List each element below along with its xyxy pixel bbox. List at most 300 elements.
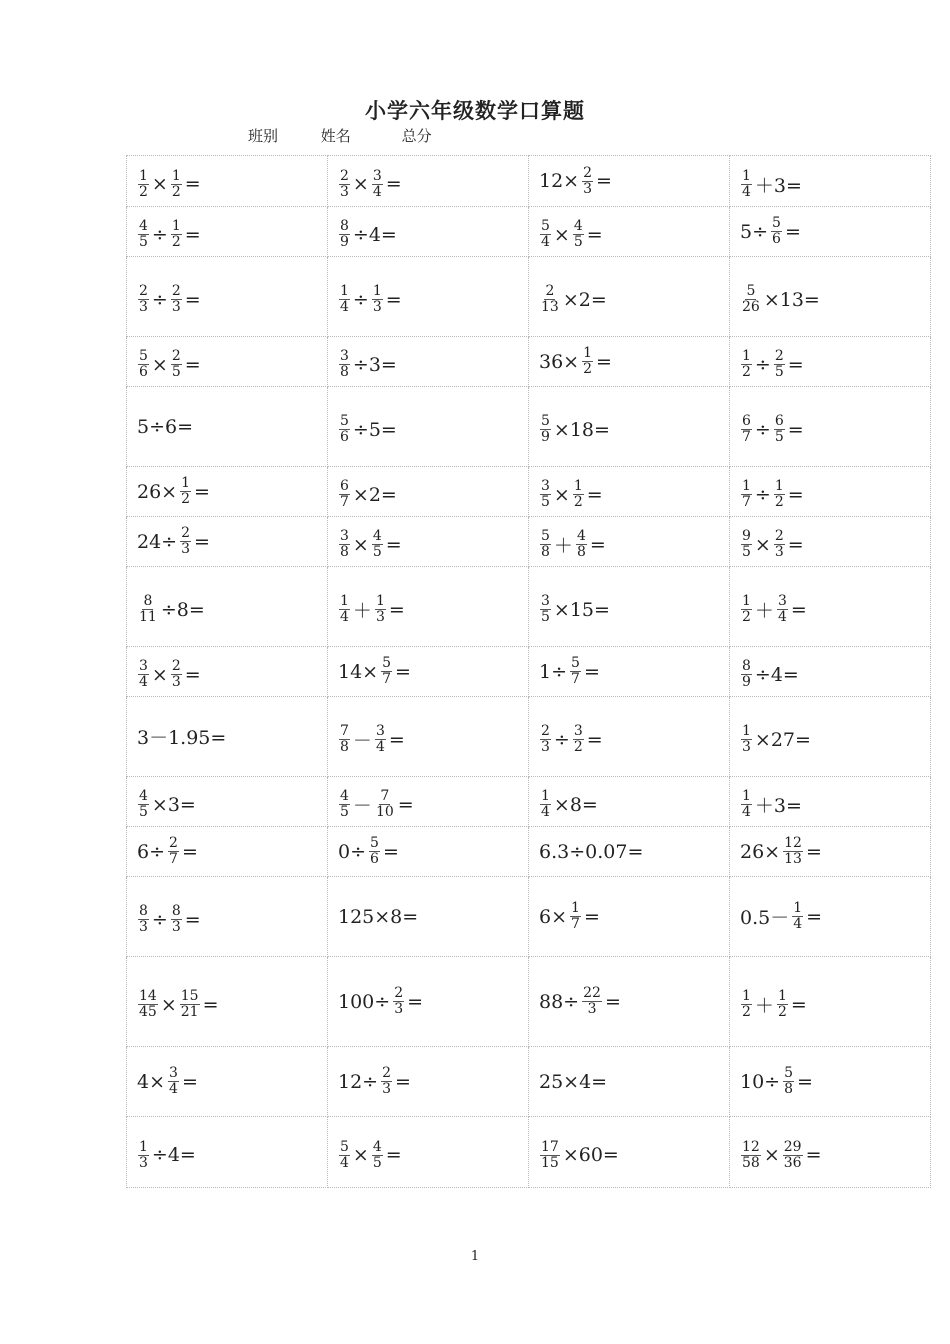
fraction bbox=[171, 169, 182, 200]
numerator: 8 bbox=[742, 658, 751, 674]
denominator: 3 bbox=[181, 541, 191, 557]
operator-text: ＋ bbox=[553, 535, 573, 557]
denominator: 58 bbox=[742, 1154, 760, 1171]
denominator: 5 bbox=[139, 804, 148, 820]
denominator: 4 bbox=[340, 299, 349, 315]
denominator: 7 bbox=[340, 494, 349, 510]
operator-text: = bbox=[787, 483, 804, 506]
denominator: 5 bbox=[541, 609, 550, 625]
operator-text: = bbox=[184, 908, 201, 931]
numerator: 9 bbox=[742, 528, 751, 544]
numerator: 3 bbox=[777, 593, 787, 609]
numerator: 2 bbox=[774, 528, 784, 544]
score-label: 总分 bbox=[401, 127, 432, 145]
fraction bbox=[741, 1140, 761, 1171]
numerator: 1 bbox=[774, 478, 784, 494]
fraction bbox=[540, 219, 551, 250]
operator-text: = bbox=[382, 840, 399, 863]
problem-cell bbox=[127, 827, 328, 877]
operator-text: = bbox=[194, 480, 210, 503]
operator-text: ÷4= bbox=[754, 663, 799, 686]
operator-text: ÷4= bbox=[352, 223, 397, 246]
problem-cell bbox=[529, 877, 730, 957]
fraction bbox=[138, 659, 149, 690]
fraction bbox=[540, 789, 551, 820]
operator-text: 6÷ bbox=[137, 840, 166, 863]
denominator: 5 bbox=[171, 364, 181, 380]
problem-cell bbox=[529, 567, 730, 647]
numerator: 15 bbox=[180, 988, 199, 1004]
denominator: 6 bbox=[340, 429, 349, 445]
denominator: 7 bbox=[169, 851, 178, 867]
problem-cell bbox=[328, 697, 529, 777]
problem-expression bbox=[337, 219, 398, 250]
numerator: 6 bbox=[340, 478, 349, 494]
problem-cell bbox=[730, 647, 931, 697]
fraction bbox=[774, 349, 785, 380]
fraction bbox=[582, 346, 593, 377]
problem-expression bbox=[739, 349, 805, 380]
numerator: 1 bbox=[742, 167, 751, 184]
operator-text: × bbox=[151, 353, 168, 376]
denominator: 2 bbox=[583, 361, 593, 377]
operator-text: = bbox=[184, 223, 201, 246]
denominator: 5 bbox=[372, 1154, 382, 1171]
operator-text: ÷ bbox=[352, 288, 369, 311]
fraction bbox=[138, 349, 149, 380]
fraction bbox=[171, 659, 182, 690]
fraction bbox=[168, 836, 179, 867]
denominator: 4 bbox=[340, 609, 349, 625]
fraction bbox=[372, 169, 383, 200]
denominator: 2 bbox=[742, 609, 751, 625]
fraction bbox=[792, 901, 803, 932]
denominator: 8 bbox=[541, 544, 550, 560]
operator-text: ＋3= bbox=[754, 795, 802, 817]
numerator: 3 bbox=[375, 723, 385, 739]
problem-cell bbox=[730, 697, 931, 777]
denominator: 13 bbox=[541, 299, 559, 315]
numerator: 2 bbox=[545, 283, 555, 299]
operator-text: － bbox=[352, 795, 372, 817]
denominator: 3 bbox=[774, 544, 784, 560]
numerator: 4 bbox=[573, 218, 583, 234]
numerator: 5 bbox=[541, 218, 550, 234]
numerator: 1 bbox=[139, 1138, 148, 1155]
problem-cell bbox=[730, 957, 931, 1047]
denominator: 3 bbox=[382, 1081, 392, 1097]
operator-text: ×3= bbox=[151, 793, 196, 816]
denominator: 5 bbox=[139, 234, 148, 250]
operator-text: 1÷ bbox=[539, 660, 568, 683]
problem-expression bbox=[337, 789, 415, 820]
operator-text: 88÷ bbox=[539, 990, 580, 1013]
fraction bbox=[339, 169, 350, 200]
problem-expression bbox=[538, 594, 611, 625]
numerator: 3 bbox=[340, 348, 349, 364]
problem-expression bbox=[739, 594, 808, 625]
fraction bbox=[375, 789, 395, 820]
operator-text: × bbox=[763, 1144, 780, 1166]
operator-text: = bbox=[806, 905, 823, 928]
numerator: 1 bbox=[742, 348, 751, 364]
denominator: 5 bbox=[340, 804, 349, 820]
problem-expression bbox=[739, 836, 823, 867]
problem-cell bbox=[328, 207, 529, 257]
problem-expression bbox=[136, 836, 199, 867]
numerator: 2 bbox=[382, 1065, 392, 1081]
problem-expression bbox=[136, 416, 194, 438]
operator-text: = bbox=[589, 533, 606, 556]
operator-text: 6× bbox=[539, 905, 568, 928]
numerator: 3 bbox=[139, 658, 148, 674]
problem-expression bbox=[136, 1140, 197, 1171]
fraction bbox=[339, 219, 350, 250]
denominator: 6 bbox=[370, 851, 379, 867]
numerator: 5 bbox=[772, 215, 781, 231]
fraction bbox=[783, 1140, 803, 1171]
operator-text: × bbox=[553, 223, 570, 246]
denominator: 4 bbox=[742, 804, 751, 820]
problem-expression bbox=[337, 479, 398, 510]
denominator: 3 bbox=[375, 609, 385, 625]
operator-text: 24÷ bbox=[137, 530, 178, 553]
operator-text: ×15= bbox=[553, 598, 610, 621]
numerator: 4 bbox=[576, 528, 586, 544]
fraction bbox=[372, 284, 383, 315]
operator-text: × bbox=[352, 533, 369, 556]
fraction bbox=[783, 836, 803, 867]
table-row bbox=[127, 337, 931, 387]
denominator: 4 bbox=[372, 183, 382, 200]
problem-expression bbox=[136, 594, 206, 625]
numerator: 5 bbox=[382, 655, 392, 671]
problem-cell bbox=[328, 156, 529, 207]
denominator: 26 bbox=[742, 299, 760, 315]
problem-cell bbox=[127, 517, 328, 567]
denominator: 3 bbox=[541, 739, 550, 755]
denominator: 7 bbox=[382, 671, 392, 687]
fraction bbox=[171, 349, 182, 380]
problem-expression bbox=[739, 169, 803, 200]
denominator: 9 bbox=[340, 234, 349, 250]
problem-cell bbox=[529, 1047, 730, 1117]
fraction bbox=[777, 989, 788, 1020]
problem-expression bbox=[538, 1140, 620, 1171]
fraction bbox=[771, 216, 782, 247]
problem-expression bbox=[136, 476, 211, 507]
problem-expression bbox=[739, 789, 803, 820]
denominator: 2 bbox=[139, 183, 148, 200]
denominator: 4 bbox=[793, 916, 803, 932]
denominator: 8 bbox=[784, 1081, 794, 1097]
numerator: 2 bbox=[583, 164, 593, 181]
fraction bbox=[138, 219, 149, 250]
numerator: 1 bbox=[777, 988, 787, 1004]
problem-cell bbox=[529, 387, 730, 467]
denominator: 6 bbox=[772, 231, 781, 247]
numerator: 1 bbox=[171, 218, 181, 234]
denominator: 7 bbox=[742, 429, 751, 445]
operator-text: = bbox=[181, 840, 198, 863]
numerator: 5 bbox=[139, 348, 148, 364]
fraction bbox=[741, 169, 752, 200]
problem-expression bbox=[136, 904, 202, 935]
denominator: 13 bbox=[784, 851, 802, 867]
problem-cell bbox=[328, 1047, 529, 1117]
problem-cell bbox=[529, 647, 730, 697]
denominator: 2 bbox=[742, 1004, 751, 1020]
denominator: 8 bbox=[340, 364, 349, 380]
numerator: 3 bbox=[573, 723, 583, 739]
operator-text: × bbox=[160, 993, 177, 1016]
problem-cell bbox=[328, 1117, 529, 1188]
problem-cell bbox=[730, 467, 931, 517]
fraction bbox=[741, 594, 752, 625]
fraction bbox=[180, 526, 191, 557]
denominator: 7 bbox=[571, 916, 580, 932]
problem-expression bbox=[739, 1066, 814, 1097]
problem-expression bbox=[136, 1066, 199, 1097]
numerator: 1 bbox=[571, 900, 580, 916]
denominator: 8 bbox=[576, 544, 586, 560]
operator-text: × bbox=[151, 173, 168, 195]
operator-text: = bbox=[790, 598, 807, 621]
operator-text: = bbox=[397, 793, 414, 816]
operator-text: ＋ bbox=[754, 600, 774, 622]
problem-cell bbox=[730, 207, 931, 257]
problem-expression bbox=[337, 594, 406, 625]
fraction bbox=[540, 594, 551, 625]
numerator: 2 bbox=[171, 658, 181, 674]
operator-text: ×18= bbox=[553, 418, 610, 441]
operator-text: = bbox=[202, 993, 219, 1016]
numerator: 1 bbox=[340, 283, 349, 299]
numerator: 1 bbox=[541, 788, 550, 804]
operator-text: = bbox=[586, 728, 603, 751]
fraction bbox=[180, 476, 191, 507]
fraction bbox=[381, 656, 392, 687]
denominator: 3 bbox=[139, 1154, 148, 1171]
numerator: 2 bbox=[340, 167, 349, 184]
problem-expression bbox=[538, 284, 608, 315]
numerator: 12 bbox=[784, 835, 802, 851]
numerator: 4 bbox=[340, 788, 349, 804]
numerator: 8 bbox=[171, 903, 181, 919]
problem-expression bbox=[337, 906, 419, 928]
problem-cell bbox=[529, 697, 730, 777]
denominator: 4 bbox=[541, 234, 550, 250]
problem-cell bbox=[127, 337, 328, 387]
student-info-line bbox=[248, 125, 432, 146]
operator-text: = bbox=[385, 288, 402, 311]
problem-cell bbox=[328, 567, 529, 647]
problem-expression bbox=[739, 901, 823, 932]
table-row bbox=[127, 957, 931, 1047]
denominator: 5 bbox=[372, 544, 382, 560]
problem-expression bbox=[538, 656, 601, 687]
operator-text: = bbox=[596, 170, 612, 192]
fraction bbox=[576, 529, 587, 560]
problem-expression bbox=[538, 414, 611, 445]
fraction bbox=[138, 1140, 149, 1171]
operator-text: = bbox=[407, 990, 424, 1013]
problem-expression bbox=[739, 414, 805, 445]
denominator: 4 bbox=[169, 1081, 178, 1097]
fraction bbox=[573, 479, 584, 510]
operator-text: ×27= bbox=[754, 728, 811, 751]
fraction bbox=[339, 284, 350, 315]
table-row bbox=[127, 207, 931, 257]
denominator: 2 bbox=[742, 364, 751, 380]
denominator: 3 bbox=[583, 180, 593, 197]
fraction bbox=[570, 656, 581, 687]
numerator: 14 bbox=[139, 988, 157, 1004]
problem-expression bbox=[739, 724, 812, 755]
fraction bbox=[381, 1066, 392, 1097]
numerator: 5 bbox=[370, 835, 379, 851]
operator-text: ×2= bbox=[352, 483, 397, 506]
operator-text: 10÷ bbox=[740, 1070, 781, 1093]
fraction bbox=[375, 594, 386, 625]
numerator: 1 bbox=[742, 593, 751, 609]
numerator: 2 bbox=[169, 835, 178, 851]
problem-cell bbox=[529, 207, 730, 257]
problem-expression bbox=[337, 529, 403, 560]
operator-text: 12× bbox=[539, 170, 580, 192]
numerator: 12 bbox=[742, 1138, 760, 1155]
operator-text: ÷ bbox=[754, 418, 771, 441]
problem-cell bbox=[328, 257, 529, 337]
problem-cell bbox=[328, 337, 529, 387]
problem-cell bbox=[328, 467, 529, 517]
fraction bbox=[138, 989, 158, 1020]
numerator: 17 bbox=[541, 1138, 559, 1155]
fraction bbox=[540, 479, 551, 510]
problem-expression bbox=[538, 529, 607, 560]
fraction bbox=[741, 789, 752, 820]
problem-cell bbox=[730, 387, 931, 467]
numerator: 4 bbox=[372, 528, 382, 544]
fraction bbox=[741, 414, 752, 445]
problem-cell bbox=[529, 517, 730, 567]
fraction bbox=[339, 529, 350, 560]
problem-cell bbox=[328, 517, 529, 567]
problem-cell bbox=[127, 1047, 328, 1117]
numerator: 3 bbox=[169, 1065, 178, 1081]
operator-text: 14× bbox=[338, 660, 379, 683]
denominator: 6 bbox=[139, 364, 148, 380]
denominator: 8 bbox=[340, 739, 349, 755]
fraction bbox=[138, 169, 149, 200]
operator-text: 100÷ bbox=[338, 990, 391, 1013]
fraction bbox=[339, 349, 350, 380]
numerator: 1 bbox=[742, 988, 751, 1004]
numerator: 1 bbox=[171, 167, 181, 184]
fraction bbox=[339, 724, 350, 755]
numerator: 1 bbox=[181, 475, 191, 491]
denominator: 5 bbox=[742, 544, 751, 560]
operator-text: 26× bbox=[740, 840, 781, 863]
numerator: 3 bbox=[541, 478, 550, 494]
denominator: 3 bbox=[340, 183, 349, 200]
operator-text: ÷4= bbox=[151, 1144, 196, 1166]
problem-expression bbox=[739, 529, 805, 560]
fraction bbox=[741, 989, 752, 1020]
denominator: 2 bbox=[171, 183, 181, 200]
operator-text: = bbox=[385, 1144, 402, 1166]
fraction bbox=[582, 166, 593, 197]
denominator: 5 bbox=[774, 364, 784, 380]
operator-text: 3－1.95= bbox=[137, 727, 227, 749]
operator-text: = bbox=[388, 598, 405, 621]
operator-text: 0.5－ bbox=[740, 907, 790, 929]
operator-text: ÷5= bbox=[352, 418, 397, 441]
problem-cell bbox=[328, 877, 529, 957]
problem-expression bbox=[136, 219, 202, 250]
denominator: 7 bbox=[571, 671, 580, 687]
fraction bbox=[573, 219, 584, 250]
numerator: 3 bbox=[541, 593, 550, 609]
numerator: 6 bbox=[774, 413, 784, 429]
fraction bbox=[774, 529, 785, 560]
denominator: 8 bbox=[340, 544, 349, 560]
table-row bbox=[127, 697, 931, 777]
problem-cell bbox=[730, 827, 931, 877]
fraction bbox=[741, 724, 752, 755]
problem-expression bbox=[337, 836, 400, 867]
fraction bbox=[168, 1066, 179, 1097]
operator-text: = bbox=[395, 1070, 411, 1093]
fraction bbox=[540, 529, 551, 560]
fraction bbox=[774, 414, 785, 445]
operator-text: = bbox=[181, 1070, 198, 1093]
problem-cell bbox=[127, 207, 328, 257]
fraction bbox=[573, 724, 584, 755]
operator-text: = bbox=[184, 288, 201, 311]
operator-text: ÷ bbox=[151, 288, 168, 311]
operator-text: ÷ bbox=[151, 223, 168, 246]
fraction bbox=[369, 836, 380, 867]
problem-expression bbox=[739, 479, 805, 510]
operator-text: 125×8= bbox=[338, 905, 419, 928]
problem-cell bbox=[730, 877, 931, 957]
table-row bbox=[127, 387, 931, 467]
fraction bbox=[372, 529, 383, 560]
fraction bbox=[339, 479, 350, 510]
denominator: 2 bbox=[171, 234, 181, 250]
denominator: 9 bbox=[742, 674, 751, 690]
problem-cell bbox=[529, 827, 730, 877]
operator-text: － bbox=[352, 730, 372, 752]
numerator: 5 bbox=[784, 1065, 794, 1081]
operator-text: = bbox=[395, 660, 411, 683]
numerator: 2 bbox=[181, 525, 191, 541]
problem-expression bbox=[136, 284, 202, 315]
numerator: 5 bbox=[746, 283, 756, 299]
numerator: 7 bbox=[380, 788, 390, 804]
fraction bbox=[375, 724, 386, 755]
problem-expression bbox=[337, 724, 406, 755]
fraction bbox=[741, 479, 752, 510]
numerator: 1 bbox=[573, 478, 583, 494]
problem-expression bbox=[739, 216, 802, 247]
problem-cell bbox=[730, 156, 931, 207]
problem-cell bbox=[127, 957, 328, 1047]
numerator: 1 bbox=[742, 788, 751, 804]
table-row bbox=[127, 567, 931, 647]
operator-text: × bbox=[754, 533, 771, 556]
